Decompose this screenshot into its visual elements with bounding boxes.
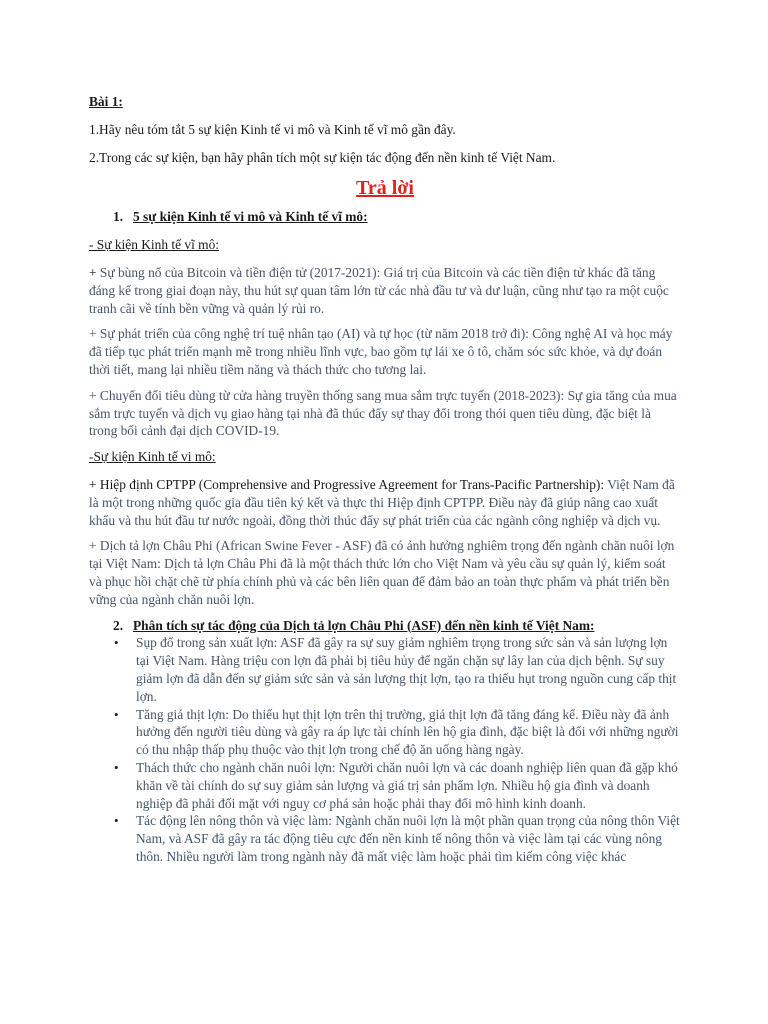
exercise-label: Bài 1: (89, 94, 123, 109)
list-item-text: Thách thức cho ngành chăn nuôi lợn: Người chăn nuôi lợn và các doanh nghiệp liên quan đã gặp khó khăn về tài chính do sự suy giảm sản lượng và giá trị sản phẩm lợn. Nhiều hộ gia đình và doanh nghiệp đã phải đối mặt với nguy cơ phá sản hoặc phải thay đổi mô hình kinh doanh. (136, 759, 678, 811)
section-1-heading (113, 208, 681, 226)
list-item (89, 706, 681, 759)
macro-item-bitcoin (89, 264, 681, 317)
list-item-text: Tác động lên nông thôn và việc làm: Ngành chăn nuôi lợn là một phần quan trọng của nông thôn Việt Nam, và ASF đã gây ra tác động tiêu cực đến nền kinh tế nông thôn và việc làm tại các vùng nông thôn. Nhiều người làm trong ngành này đã mất việc làm hoặc phải tìm kiếm công việc khác (136, 813, 680, 864)
list-item-text: Tăng giá thịt lợn: Do thiếu hụt thịt lợn trên thị trường, giá thịt lợn đã tăng đáng kể. Điều này đã ảnh hưởng đến người tiêu dùng và gây ra áp lực tài chính lên hộ gia đình, đặc biệt là đối với những người có thu nhập thấp phụ thuộc vào thịt lợn trong chế độ ăn uống hàng ngày. (136, 706, 679, 758)
list-item (89, 812, 681, 865)
list-item-text: Sụp đổ trong sản xuất lợn: ASF đã gây ra sự suy giảm nghiêm trọng trong sức sản và sản lượng lợn tại Việt Nam. Hàng triệu con lợn đã phải bị tiêu hủy để ngăn chặn sự lây lan của dịch bệnh. Sự suy giảm lợn đã dẫn đến sự giảm sức sản và sản lượng thịt lợn, tạo ra thiếu hụt trong nguồn cung cấp thịt lợn. (136, 635, 677, 704)
question-2: 2.Trong các sự kiện, bạn hãy phân tích một sự kiện tác động đến nền kinh tế Việt Nam. (89, 149, 556, 165)
bullet-icon: • (114, 813, 119, 829)
list-item (89, 759, 681, 812)
micro-item-asf (89, 537, 681, 608)
section-1-number: 1. (113, 209, 124, 225)
document-body (89, 93, 681, 866)
section-2-number: 2. (113, 617, 124, 633)
macro-item-online-shopping (89, 387, 681, 440)
section-2-heading (113, 617, 681, 635)
macro-heading: - Sự kiện Kinh tế vĩ mô: (89, 237, 219, 253)
section-2-title: Phân tích sự tác động của Dịch tả lợn Châu Phi (ASF) đến nền kinh tế Việt Nam: (133, 617, 595, 633)
section-1-title: 5 sự kiện Kinh tế vi mô và Kinh tế vĩ mô: (133, 209, 368, 225)
answer-title: Trả lời (356, 177, 414, 200)
macro-item-ai (89, 325, 681, 378)
impact-list (89, 634, 681, 865)
bullet-icon: • (114, 635, 119, 651)
micro-item-lead: + Hiệp định CPTPP (Comprehensive and Progressive Agreement for Trans-Pacific Partnership): (89, 476, 605, 492)
macro-item-text: + Sự phát triển của công nghệ trí tuệ nhân tạo (AI) và tự học (từ năm 2018 trở đi): Công nghệ AI và học máy đã tiếp tục phát triển mạnh mẽ trong nhiều lĩnh vực, bao gồm tự lái xe ô tô, chăm sóc sức khỏe, và dự đoán thời tiết, mang lại nhiều tiềm năng và thách thức cho tương lai. (89, 326, 673, 377)
question-1: 1.Hãy nêu tóm tắt 5 sự kiện Kinh tế vi mô và Kinh tế vĩ mô gần đây. (89, 121, 456, 137)
macro-item-text: Sự bùng nổ của Bitcoin và tiền điện tử (2017-2021): Giá trị của Bitcoin và các tiền điện tử khác đã tăng đáng kể trong giai đoạn này, thu hút sự quan tâm lớn từ các nhà đầu tư và dư luận, cũng như tạo ra một cuộc tranh cãi về tính bền vững và quản lý rủi ro. (89, 264, 669, 316)
list-item (89, 634, 681, 705)
micro-item-cptpp (89, 476, 681, 529)
macro-item-lead: + (89, 264, 97, 280)
micro-item-text: Việt Nam đã là một trong những quốc gia đầu tiên ký kết và thực thi Hiệp định CPTPP. Điều này đã giúp nâng cao xuất khẩu và thu hút đầu tư nước ngoài, đồng thời thúc đẩy sự phát triển của các ngành công nghiệp và dịch vụ. (89, 476, 675, 528)
micro-item-text: + Dịch tả lợn Châu Phi (African Swine Fever - ASF) đã có ảnh hưởng nghiêm trọng đến ngành chăn nuôi lợn tại Việt Nam: Dịch tả lợn Châu Phi đã là một thách thức lớn cho Việt Nam và yêu cầu sự quản lý, kiểm soát và phục hồi chặt chẽ từ phía chính phủ và các bên liên quan để đảm bảo an toàn thực phẩm và phát triển bền vững của ngành chăn nuôi lợn. (89, 538, 675, 607)
macro-item-text: + Chuyển đổi tiêu dùng từ cửa hàng truyền thống sang mua sắm trực tuyến (2018-2023): Sự gia tăng của mua sắm trực tuyến và dịch vụ giao hàng tại nhà đã thúc đẩy sự thay đổi trong thói quen tiêu dùng, đặc biệt là trong bối cảnh đại dịch COVID-19. (89, 387, 677, 439)
bullet-icon: • (114, 759, 119, 775)
micro-heading: -Sự kiện Kinh tế vi mô: (89, 449, 216, 465)
bullet-icon: • (114, 706, 119, 722)
